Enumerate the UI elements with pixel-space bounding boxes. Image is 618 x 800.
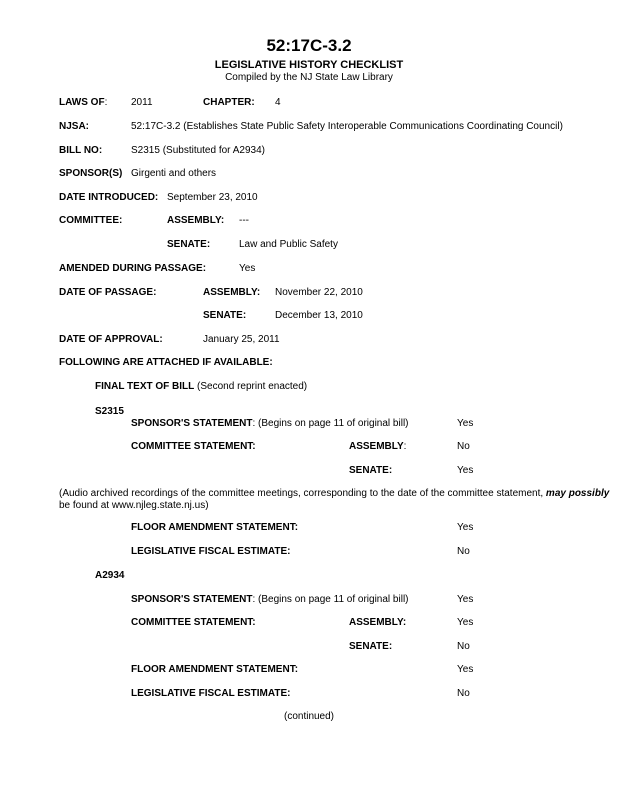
a2934-sponsors-statement-label: SPONSOR'S STATEMENT [131,594,253,605]
final-text-label: FINAL TEXT OF BILL [95,381,195,392]
chapter-label: CHAPTER: [203,97,255,108]
s2315-fiscal-estimate-value: No [457,546,470,557]
a2934-committee-assembly-value: Yes [457,617,474,628]
bill-no-label: BILL NO: [59,145,103,156]
laws-of-label: LAWS OF [59,97,105,108]
passage-assembly-value: November 22, 2010 [275,287,363,298]
date-of-approval-value: January 25, 2011 [203,334,280,345]
a2934-heading: A2934 [95,570,125,581]
a2934-fiscal-estimate-label: LEGISLATIVE FISCAL ESTIMATE: [131,688,291,699]
a2934-sponsors-statement-row [131,594,409,606]
s2315-sponsors-statement-note: : (Begins on page 11 of original bill) [252,418,409,429]
s2315-committee-assembly-colon: : [403,441,407,452]
audio-note-line1 [59,488,609,500]
audio-note-emphasis: may possibly [545,488,610,499]
laws-of-value: 2011 [131,97,153,108]
passage-senate-label: SENATE: [203,310,247,321]
s2315-floor-amendment-label: FLOOR AMENDMENT STATEMENT: [131,522,299,533]
s2315-committee-assembly-row [349,441,406,453]
sponsors-label: SPONSOR(S) [59,168,123,179]
committee-senate-label: SENATE: [167,239,211,250]
final-text-note: (Second reprint enacted) [197,381,308,392]
s2315-sponsors-statement-label: SPONSOR'S STATEMENT [131,418,253,429]
audio-note-text: (Audio archived recordings of the committee meetings, corresponding to the date of the committee statement, [59,488,546,499]
a2934-committee-senate-label: SENATE: [349,641,393,652]
sponsors-value: Girgenti and others [131,168,217,179]
date-of-passage-label: DATE OF PASSAGE: [59,287,157,298]
committee-assembly-value: --- [239,215,249,226]
passage-assembly-label: ASSEMBLY: [203,287,261,298]
njsa-value: 52:17C-3.2 (Establishes State Public Safety Interoperable Communications Coordinating Council) [131,121,563,132]
committee-assembly-label: ASSEMBLY: [167,215,225,226]
a2934-floor-amendment-value: Yes [457,664,474,675]
njsa-label: NJSA: [59,121,90,132]
s2315-heading: S2315 [95,406,124,417]
s2315-committee-assembly-value: No [457,441,470,452]
audio-note-line2: be found at www.njleg.state.nj.us) [59,500,209,511]
page-subtitle: LEGISLATIVE HISTORY CHECKLIST [214,59,404,71]
passage-senate-value: December 13, 2010 [275,310,363,321]
s2315-sponsors-statement-value: Yes [457,418,474,429]
committee-label: COMMITTEE: [59,215,123,226]
date-introduced-value: September 23, 2010 [167,192,258,203]
s2315-committee-senate-label: SENATE: [349,465,393,476]
compiled-by: Compiled by the NJ State Law Library [225,72,393,83]
a2934-fiscal-estimate-value: No [457,688,470,699]
chapter-value: 4 [275,97,281,108]
a2934-committee-assembly-label: ASSEMBLY: [349,617,407,628]
attached-heading: FOLLOWING ARE ATTACHED IF AVAILABLE: [59,357,273,368]
date-introduced-label: DATE INTRODUCED: [59,192,159,203]
s2315-committee-statement-label: COMMITTEE STATEMENT: [131,441,256,452]
amended-label: AMENDED DURING PASSAGE: [59,263,207,274]
continued-note: (continued) [283,711,335,722]
s2315-committee-assembly-label: ASSEMBLY [349,441,404,452]
page-title: 52:17C-3.2 [266,36,352,55]
a2934-sponsors-statement-value: Yes [457,594,474,605]
laws-of-colon: : [104,97,108,108]
a2934-floor-amendment-label: FLOOR AMENDMENT STATEMENT: [131,664,299,675]
date-of-approval-label: DATE OF APPROVAL: [59,334,163,345]
laws-of-row [59,97,107,109]
s2315-fiscal-estimate-label: LEGISLATIVE FISCAL ESTIMATE: [131,546,291,557]
amended-value: Yes [239,263,256,274]
s2315-committee-senate-value: Yes [457,465,474,476]
committee-senate-value: Law and Public Safety [239,239,338,250]
a2934-committee-senate-value: No [457,641,470,652]
final-text-row [95,381,307,393]
a2934-sponsors-statement-note: : (Begins on page 11 of original bill) [252,594,409,605]
a2934-committee-statement-label: COMMITTEE STATEMENT: [131,617,256,628]
s2315-sponsors-statement-row [131,418,409,430]
s2315-floor-amendment-value: Yes [457,522,474,533]
bill-no-value: S2315 (Substituted for A2934) [131,145,265,156]
